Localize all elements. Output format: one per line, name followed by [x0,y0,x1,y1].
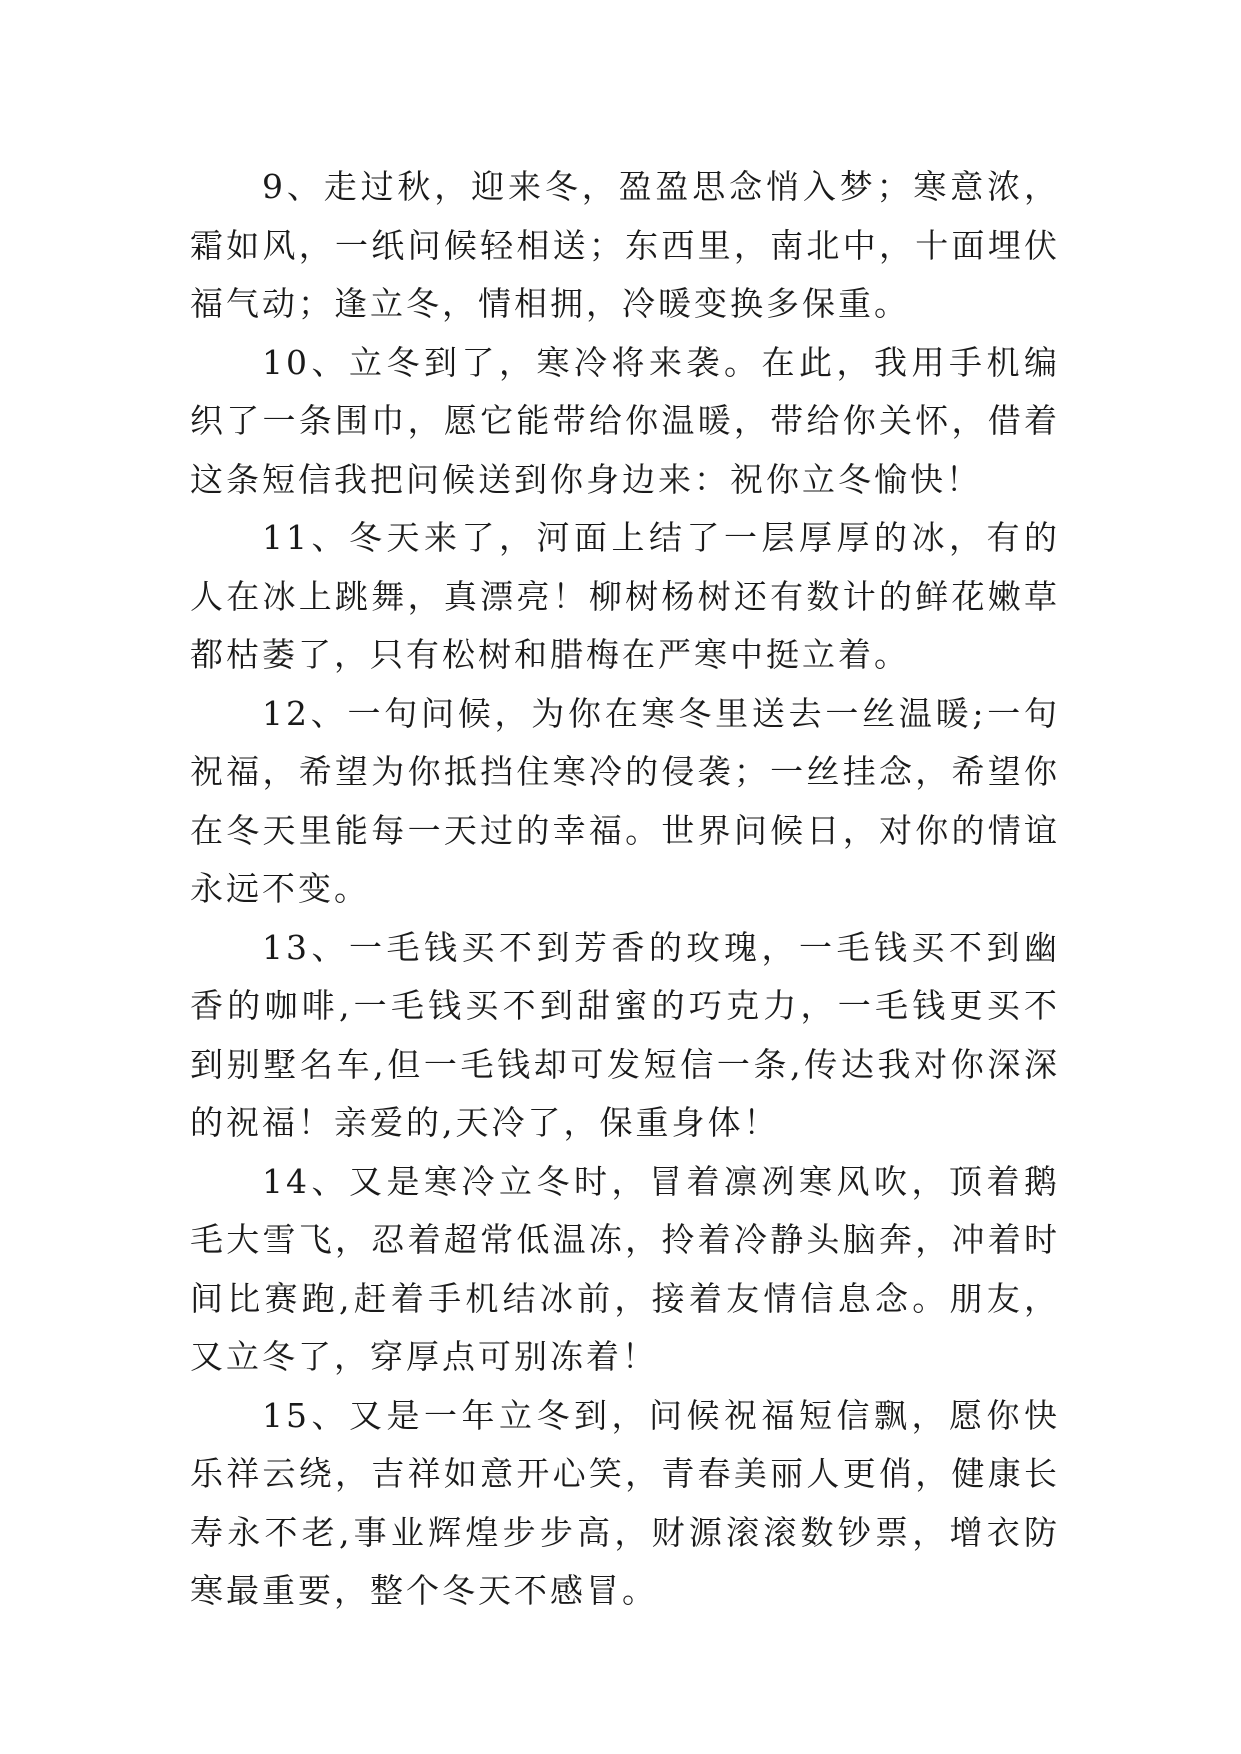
paragraph-15: 15、又是一年立冬到，问候祝福短信飘，愿你快乐祥云绕，吉祥如意开心笑，青春美丽人更俏，健康长寿永不老,事业辉煌步步高，财源滚滚数钞票，增衣防寒最重要，整个冬天不感冒。 [190,1395,1060,1610]
paragraph-11: 11、冬天来了，河面上结了一层厚厚的冰，有的人在冰上跳舞，真漂亮！柳树杨树还有数计的鲜花嫩草都枯萎了，只有松树和腊梅在严寒中挺立着。 [190,518,1060,674]
paragraph-9: 9、走过秋，迎来冬，盈盈思念悄入梦；寒意浓，霜如风，一纸问候轻相送；东西里，南北中，十面埋伏福气动；逢立冬，情相拥，冷暖变换多保重。 [190,167,1060,323]
paragraph-10: 10、立冬到了，寒冷将来袭。在此，我用手机编织了一条围巾，愿它能带给你温暖，带给你关怀，借着这条短信我把问候送到你身边来：祝你立冬愉快！ [190,342,1060,499]
paragraph-13: 13、一毛钱买不到芳香的玫瑰，一毛钱买不到幽香的咖啡,一毛钱买不到甜蜜的巧克力，一毛钱更买不到别墅名车,但一毛钱却可发短信一条,传达我对你深深的祝福！亲爱的,天冷了，保重身体！ [190,927,1060,1142]
paragraph-12: 12、一句问候，为你在寒冬里送去一丝温暖;一句祝福，希望为你抵挡住寒冷的侵袭；一丝挂念，希望你在冬天里能每一天过的幸福。世界问候日，对你的情谊永远不变。 [190,693,1060,908]
document-body [190,158,1060,1621]
paragraph-14: 14、又是寒冷立冬时，冒着凛冽寒风吹，顶着鹅毛大雪飞，忍着超常低温冻，拎着冷静头脑奔，冲着时间比赛跑,赶着手机结冰前，接着友情信息念。朋友，又立冬了，穿厚点可别冻着！ [190,1161,1060,1376]
